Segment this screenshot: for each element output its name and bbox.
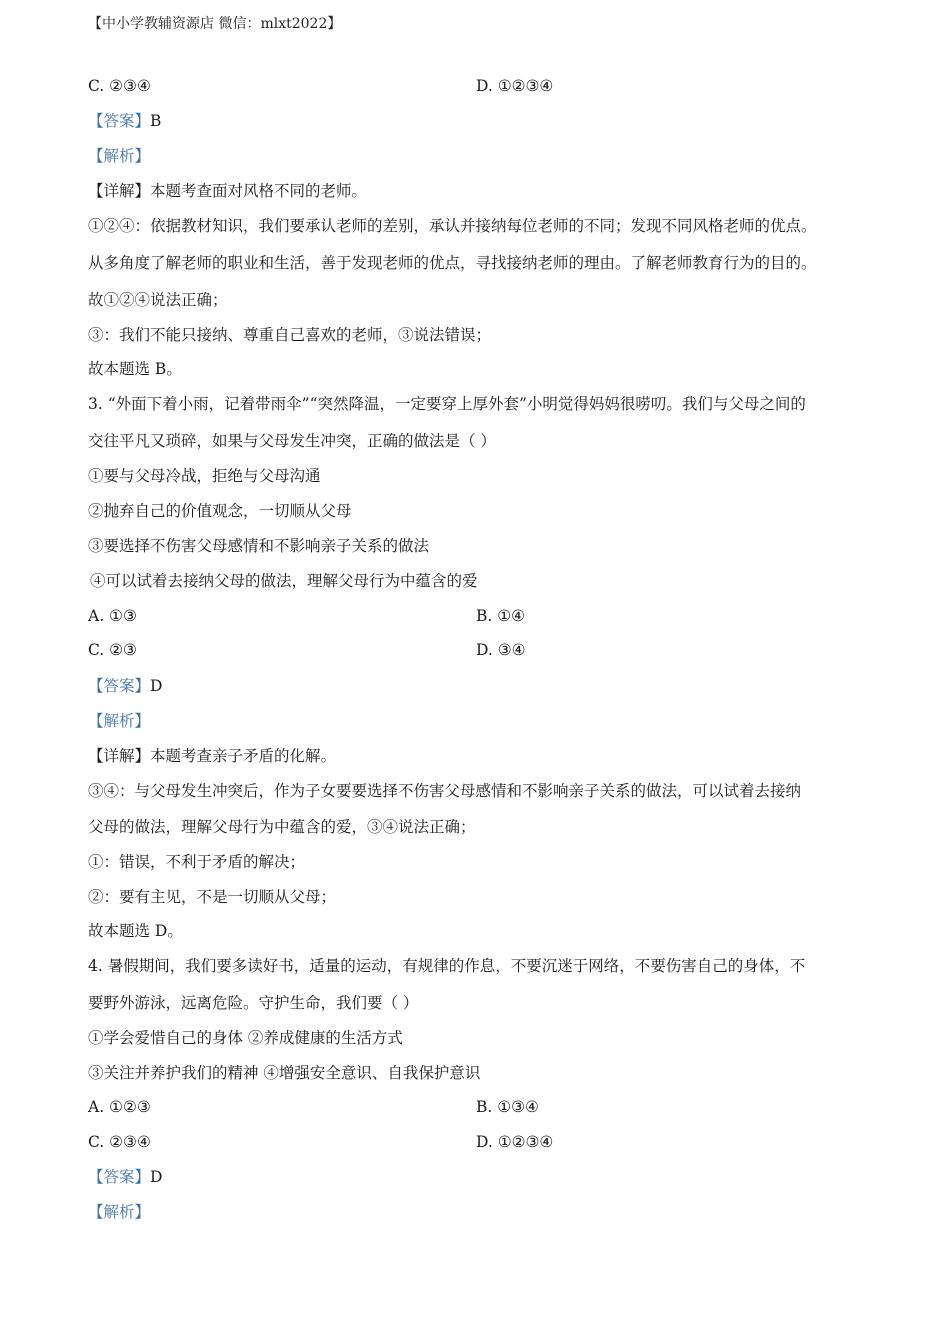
option-c: C. ②③④	[88, 1133, 151, 1151]
explanation-line: ②：要有主见，不是一切顺从父母；	[88, 888, 337, 906]
answer-tag: 【答案】	[88, 1168, 151, 1186]
explanation-line: ①②④：依据教材知识，我们要承认老师的差别，承认并接纳每位老师的不同；发现不同风格老师的优点。	[88, 217, 817, 235]
statement: ②抛弃自己的价值观念，一切顺从父母	[88, 502, 352, 520]
statement: ①学会爱惜自己的身体 ②养成健康的生活方式	[88, 1029, 403, 1047]
analysis-tag: 【解析】	[88, 712, 151, 730]
option-a: A. ①③	[88, 607, 137, 625]
explanation-line: ①：错误，不利于矛盾的解决；	[88, 853, 306, 871]
option-d: D. ①②③④	[476, 77, 554, 95]
explanation-line: ③：我们不能只接纳、尊重自己喜欢的老师，③说法错误；	[88, 326, 492, 344]
detail-line	[88, 181, 367, 201]
detail-tag: 【详解】	[88, 747, 151, 765]
option-d: D. ①②③④	[476, 1133, 554, 1151]
option-d: D. ③④	[476, 641, 526, 659]
detail-text: 本题考查面对风格不同的老师。	[150, 182, 368, 200]
answer-value: B	[150, 112, 162, 130]
option-b: B. ①③④	[476, 1098, 539, 1116]
question-stem: 4. 暑假期间，我们要多读好书，适量的运动，有规律的作息，不要沉迷于网络，不要伤害自己的身体，不	[88, 957, 806, 975]
page-header: 【中小学教辅资源店 微信：mlxt2022】	[88, 16, 342, 32]
explanation-line: 从多角度了解老师的职业和生活，善于发现老师的优点，寻找接纳老师的理由。了解老师教育行为的目的。	[88, 254, 817, 272]
answer-line	[88, 1167, 162, 1187]
analysis-tag: 【解析】	[88, 147, 151, 165]
answer-tag: 【答案】	[88, 112, 151, 130]
conclusion-line: 故本题选 B。	[88, 360, 182, 378]
answer-tag: 【答案】	[88, 677, 151, 695]
explanation-line: 父母的做法，理解父母行为中蕴含的爱，③④说法正确；	[88, 818, 476, 836]
option-c: C. ②③④	[88, 77, 151, 95]
option-c: C. ②③	[88, 641, 137, 659]
detail-line	[88, 746, 336, 766]
answer-value: D	[150, 1168, 163, 1186]
detail-text: 本题考查亲子矛盾的化解。	[150, 747, 337, 765]
statement: ④可以试着去接纳父母的做法，理解父母行为中蕴含的爱	[90, 572, 478, 590]
analysis-tag: 【解析】	[88, 1203, 151, 1221]
conclusion-line: 故本题选 D。	[88, 922, 183, 940]
explanation-line: ③④：与父母发生冲突后，作为子女要要选择不伤害父母感情和不影响亲子关系的做法，可以试着去接纳	[88, 782, 802, 800]
statement: ③关注并养护我们的精神 ④增强安全意识、自我保护意识	[88, 1064, 481, 1082]
statement: ①要与父母冷战，拒绝与父母沟通	[88, 467, 321, 485]
answer-line	[88, 676, 162, 696]
answer-value: D	[150, 677, 163, 695]
option-a: A. ①②③	[88, 1098, 151, 1116]
statement: ③要选择不伤害父母感情和不影响亲子关系的做法	[88, 537, 430, 555]
explanation-line: 故①②④说法正确；	[88, 291, 228, 309]
question-stem: 要野外游泳，远离危险。守护生命，我们要（ ）	[88, 994, 419, 1012]
answer-line	[88, 111, 161, 131]
option-b: B. ①④	[476, 607, 526, 625]
detail-tag: 【详解】	[88, 182, 151, 200]
question-stem: 3. “外面下着小雨，记着带雨伞”“突然降温，一定要穿上厚外套”小明觉得妈妈很唠叨。我们与父母之间的	[88, 395, 806, 413]
question-stem: 交往平凡又琐碎，如果与父母发生冲突，正确的做法是（ ）	[88, 432, 496, 450]
